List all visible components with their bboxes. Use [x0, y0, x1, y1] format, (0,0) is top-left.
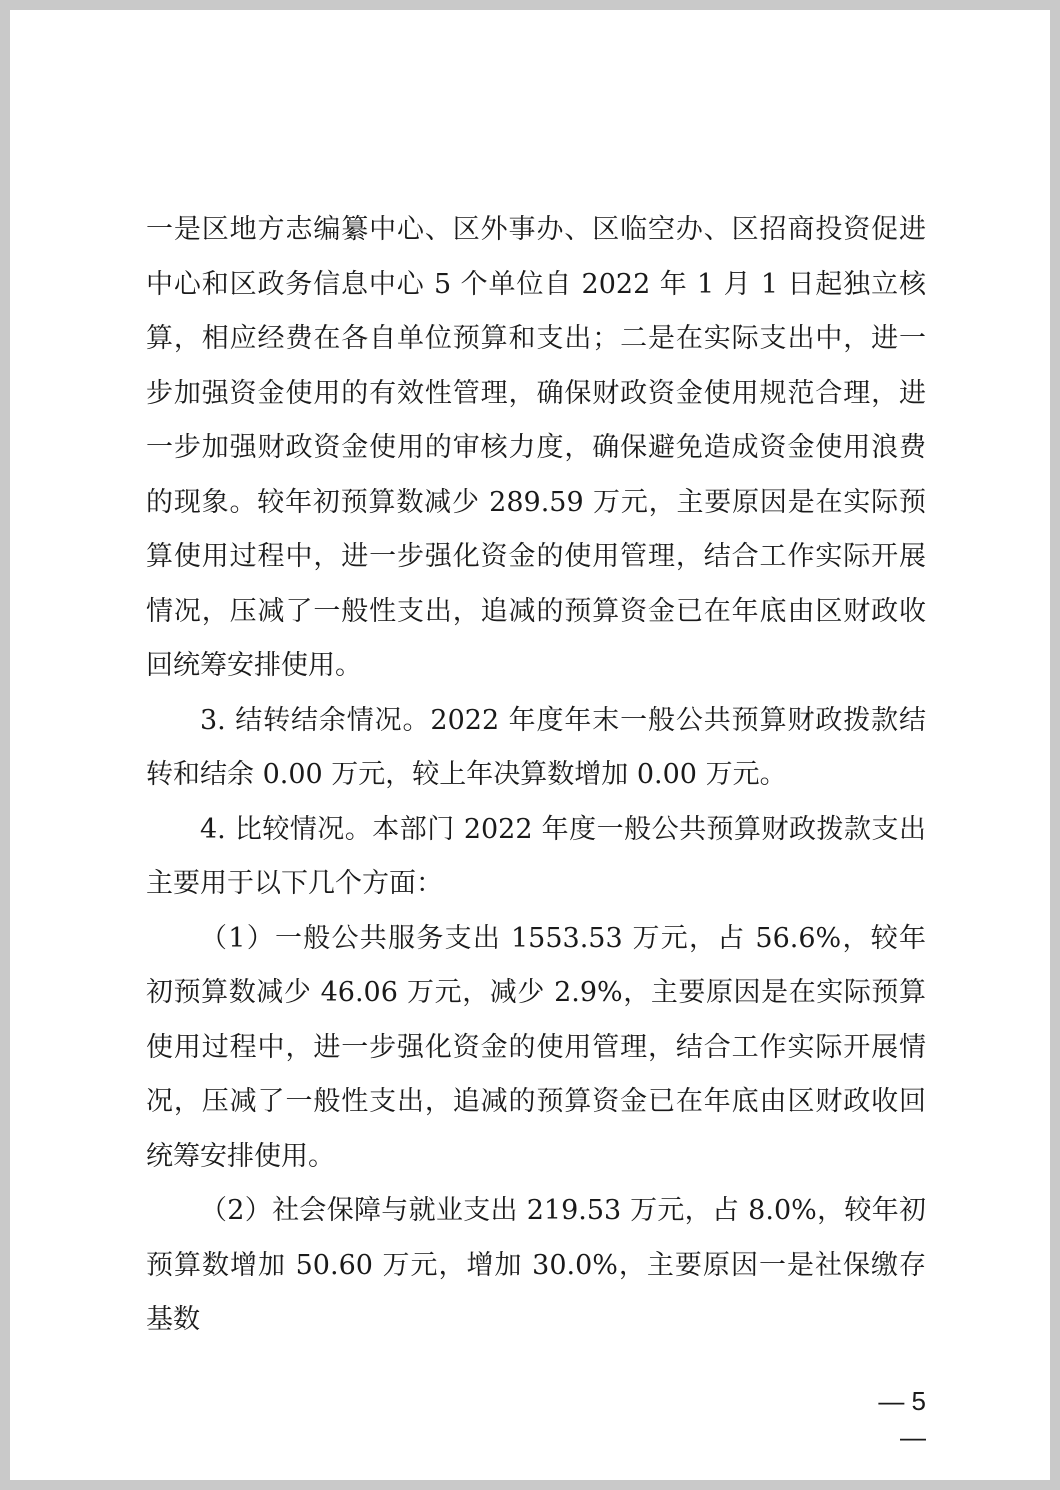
paragraph-3: 4. 比较情况。本部门 2022 年度一般公共预算财政拨款支出主要用于以下几个方面：: [146, 813, 926, 899]
paragraph-5: （2）社会保障与就业支出 219.53 万元，占 8.0%，较年初预算数增加 50.60 万元，增加 30.0%，主要原因一是社保缴存基数: [146, 1195, 926, 1335]
page-number: — 5 —: [878, 1386, 926, 1452]
paragraph-2: 3. 结转结余情况。2022 年度年末一般公共预算财政拨款结转和结余 0.00 万元，较上年决算数增加 0.00 万元。: [146, 704, 926, 790]
paragraph-1: 一是区地方志编纂中心、区外事办、区临空办、区招商投资促进中心和区政务信息中心 5 个单位自 2022 年 1 月 1 日起独立核算，相应经费在各自单位预算和支出；二是在实际支出中，进一步加强资金使用的有效性管理，确保财政资金使用规范合理，进一步加强财政资金使用的审核力度，确保避免造成资金使用浪费的现象。较年初预算数减少 289.59 万元，主要原因是在实际预算使用过程中，进一步强化资金的使用管理，结合工作实际开展情况，压减了一般性支出，追减的预算资金已在年底由区财政收回统筹安排使用。: [146, 214, 926, 681]
document-page: [10, 10, 1050, 1480]
document-body: [146, 203, 926, 1348]
paragraph-4: （1）一般公共服务支出 1553.53 万元，占 56.6%，较年初预算数减少 46.06 万元，减少 2.9%，主要原因是在实际预算使用过程中，进一步强化资金的使用管理，结合工作实际开展情况，压减了一般性支出，追减的预算资金已在年底由区财政收回统筹安排使用。: [146, 922, 926, 1172]
